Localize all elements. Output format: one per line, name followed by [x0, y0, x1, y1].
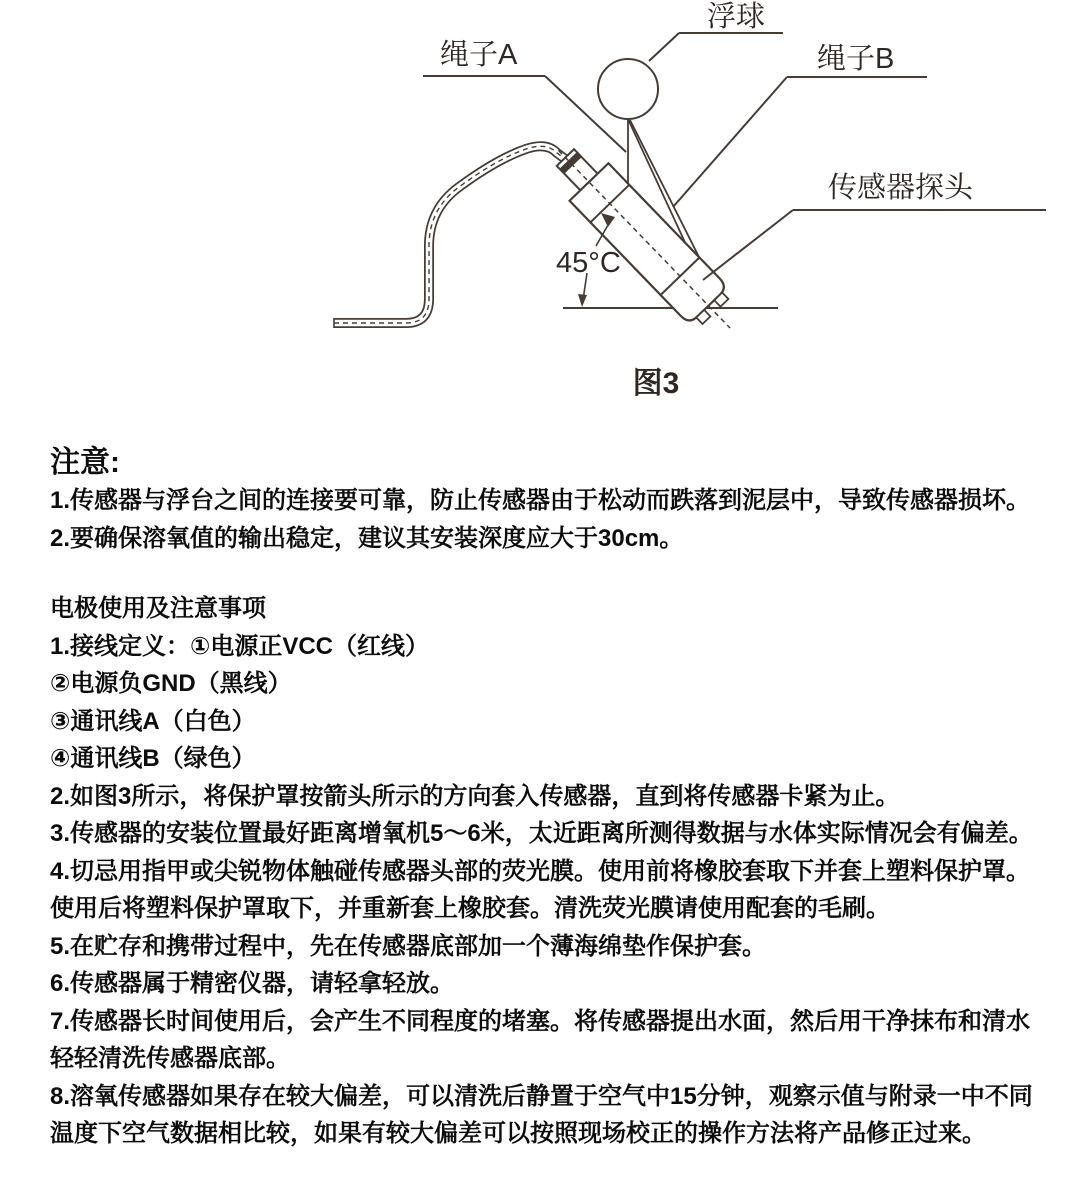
angle-label: 45°C	[556, 247, 621, 279]
electrode-item-1: 1.接线定义：①电源正VCC（红线）	[50, 632, 430, 660]
notice-item-2: 2.要确保溶氧值的输出稳定，建议其安装深度应大于30cm。	[50, 524, 684, 552]
sensor-body	[539, 132, 749, 347]
electrode-item-7: 7.传感器长时间使用后，会产生不同程度的堵塞。将传感器提出水面，然后用干净抹布和清水轻轻清洗传感器底部。	[50, 1007, 1031, 1072]
electrode-item-3: 3.传感器的安装位置最好距离增氧机5～6米，太近距离所测得数据与水体实际情况会有偏差。	[50, 820, 1033, 847]
wiring-sub-item-2: ②电源负GND（黑线）	[50, 670, 292, 697]
wiring-sub-item-4: ④通讯线B（绿色）	[50, 745, 256, 772]
label-rope-a: 绳子A	[440, 39, 518, 71]
callout-sensor-probe	[703, 171, 1046, 280]
electrode-heading: 电极使用及注意事项	[50, 595, 266, 622]
figure-3-diagram	[0, 0, 1080, 432]
callout-rope-a	[423, 38, 626, 152]
notice-item-1: 1.传感器与浮台之间的连接要可靠，防止传感器由于松动而跌落到泥层中，导致传感器损坏。	[50, 487, 1031, 514]
float-ball-circle	[598, 59, 658, 119]
float-ball-leader	[649, 33, 679, 61]
electrode-item-6: 6.传感器属于精密仪器，请轻拿轻放。	[50, 970, 455, 997]
sensor-cable	[334, 146, 568, 328]
angle-arrow-down	[578, 294, 587, 307]
notice-heading: 注意:	[50, 446, 120, 479]
wiring-sub-item-3: ③通讯线A（白色）	[50, 707, 256, 735]
label-sensor-probe: 传感器探头	[828, 172, 974, 204]
electrode-item-2: 2.如图3所示，将保护罩按箭头所示的方向套入传感器，直到将传感器卡紧为止。	[50, 782, 900, 810]
rope-b-leader	[673, 77, 787, 207]
document-body	[50, 444, 1035, 1153]
electrode-item-4: 4.切忌用指甲或尖锐物体触碰传感器头部的荧光膜。使用前将橡胶套取下并套上塑料保护罩。使用后将塑料保护罩取下，并重新套上橡胶套。清洗荧光膜请使用配套的毛刷。	[50, 857, 1031, 922]
label-float-ball: 浮球	[707, 1, 766, 33]
figure-caption: 图3	[632, 367, 680, 400]
electrode-item-8: 8.溶氧传感器如果存在较大偏差，可以清洗后静置于空气中15分钟，观察示值与附录一中不同温度下空气数据相比较，如果有较大偏差可以按照现场校正的操作方法将产品修正过来。	[50, 1082, 1033, 1147]
callout-float-ball	[649, 0, 783, 61]
label-rope-b: 绳子B	[817, 43, 895, 75]
sensor-probe-leader	[703, 210, 793, 280]
electrode-item-5: 5.在贮存和携带过程中，先在传感器底部加一个薄海绵垫作保护套。	[50, 932, 767, 960]
